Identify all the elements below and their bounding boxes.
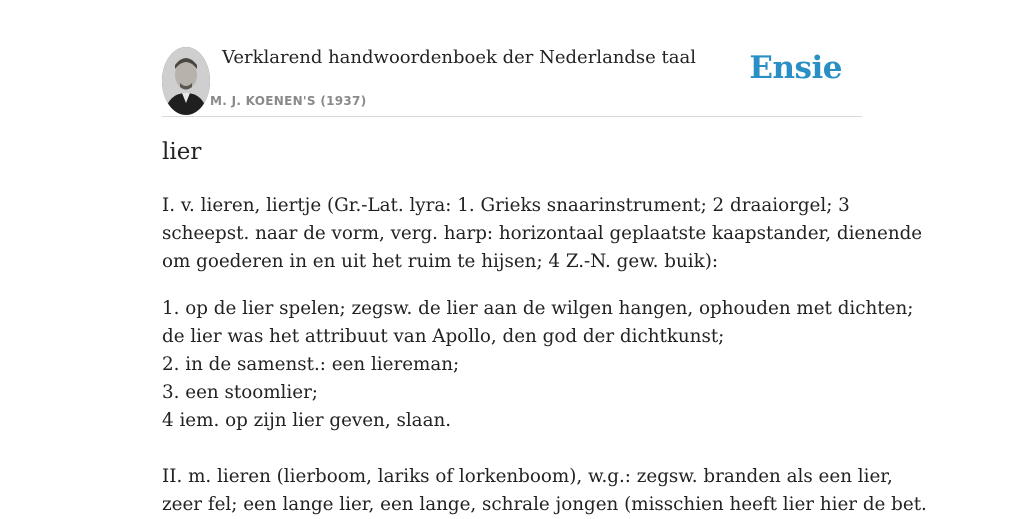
- text-line: zeer fel; een lange lier, een lange, schrale jongen (misschien heeft lier hier de bet.: [162, 494, 927, 515]
- text-line: om goederen in en uit het ruim te hijsen; 4 Z.-N. gew. buik):: [162, 251, 718, 272]
- author-portrait-icon: [162, 47, 210, 115]
- book-subtitle: M. J. KOENEN'S (1937): [210, 94, 367, 108]
- page: [162, 0, 927, 515]
- entry-senses: [162, 295, 914, 435]
- text-line: scheepst. naar de vorm, verg. harp: horizontaal geplaatste kaapstander, dienende: [162, 223, 923, 244]
- brand-logo-link[interactable]: Ensie: [749, 50, 842, 86]
- site-header: [162, 0, 862, 117]
- entry-intro: [162, 192, 923, 276]
- text-line: I. v. lieren, liertje (Gr.-Lat. lyra: 1. Grieks snaarinstrument; 2 draaiorgel; 3: [162, 195, 850, 216]
- text-line: 2. in de samenst.: een liereman;: [162, 354, 460, 375]
- text-line: 3. een stoomlier;: [162, 382, 318, 403]
- text-line: 1. op de lier spelen; zegsw. de lier aan de wilgen hangen, ophouden met dichten;: [162, 298, 914, 319]
- text-line: II. m. lieren (lierboom, lariks of lorkenboom), w.g.: zegsw. branden als een lier,: [162, 466, 893, 487]
- entry-headword: lier: [162, 139, 202, 165]
- text-line: de lier was het attribuut van Apollo, den god der dichtkunst;: [162, 326, 725, 347]
- book-title: Verklarend handwoordenboek der Nederlandse taal: [222, 47, 696, 68]
- entry-second-definition: [162, 463, 927, 519]
- text-line: 4 iem. op zijn lier geven, slaan.: [162, 410, 452, 431]
